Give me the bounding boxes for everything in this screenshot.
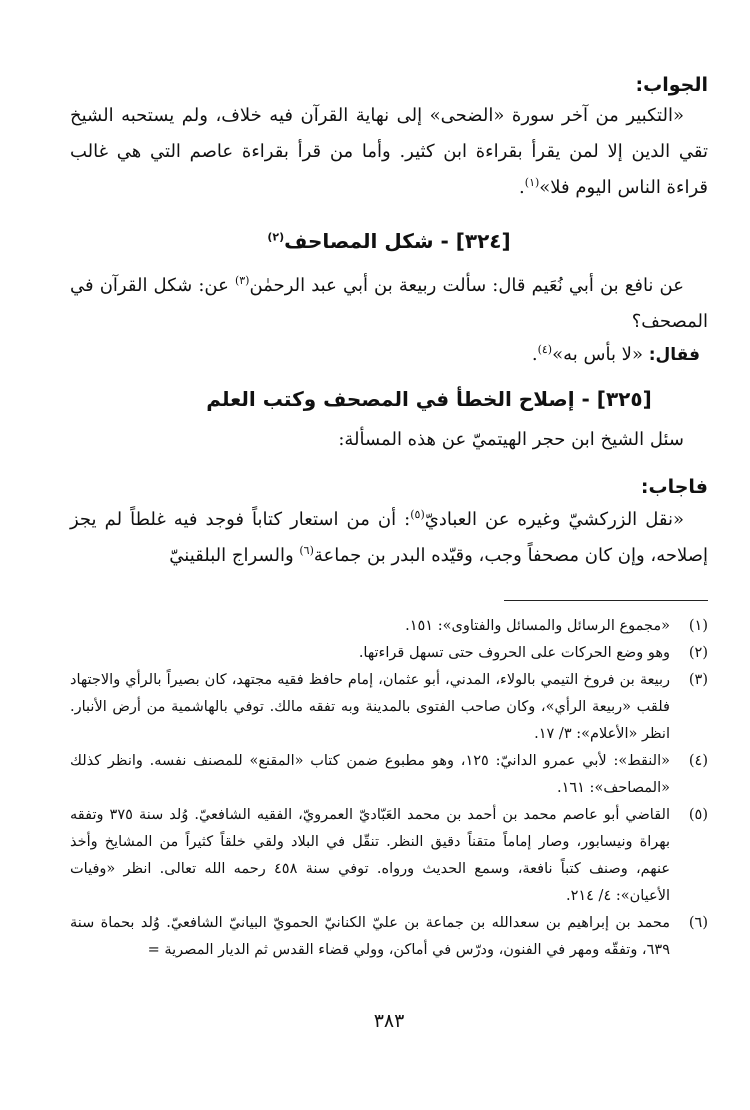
footnote-number: (٥) <box>688 807 708 823</box>
footnotes <box>70 613 708 964</box>
question-325: سئل الشيخ ابن حجر الهيتميّ عن هذه المسألة: <box>338 429 684 450</box>
footnote-ref-2[interactable]: (٢) <box>267 230 285 244</box>
section-heading-325: [٣٢٥] - إصلاح الخطأ في المصحف وكتب العلم <box>206 387 652 411</box>
footnote-text: «النقط»: لأبي عمرو الدانيّ: ١٢٥، وهو مطبوع ضمن كتاب «المقنع» للمصنف نفسه. وانظر كذلك «المصاحف»: ١٦١. <box>70 753 670 796</box>
footnote-text: القاضي أبو عاصم محمد بن أحمد بن محمد العَبّاديّ العمرويّ، الفقيه الشافعيّ. وُلد سنة ٣٧٥ وتفقه بهراة ونيسابور، وصار إماماً متقناً دقيق النظر. تنقّل في البلاد ولقي خلقاً كثيراً من المشايخ وأخذ عنهم، وصنف كتباً نافعة، وسمع الحديث ورواه. توفي سنة ٤٥٨ رحمه الله تعالى. انظر «وفيات الأعيان»: ٤/ ٢١٤. <box>70 807 670 904</box>
footnote-number: (٤) <box>688 753 708 769</box>
footnote-ref-5[interactable]: (٥) <box>410 508 425 521</box>
answer-label-325: فاجاب: <box>640 476 708 498</box>
reply-text-324: «لا بأس به» <box>552 344 649 365</box>
reply-end-324: . <box>531 344 538 365</box>
footnote-ref-6[interactable]: (٦) <box>299 544 314 557</box>
answer-label-323: الجواب: <box>635 74 708 96</box>
reply-line-324 <box>70 340 708 370</box>
footnote-text: محمد بن إبراهيم بن سعدالله بن جماعة بن عليّ الكنانيّ الحمويّ البيانيّ الشافعيّ. وُلد بحماة سنة ٦٣٩، وتفقّه ومهر في الفنون، ودرّس في أماكن، وولي قضاء القدس ثم الديار المصرية = <box>70 915 670 958</box>
narration-paragraph-324 <box>70 268 708 340</box>
footnote-1 <box>70 613 708 640</box>
footnote-6 <box>70 910 708 964</box>
answer-text-325b: : أن من استعار كتاباً فوجد فيه غلطاً لم يجز إصلاحه، وإن كان مصحفاً وجب، وقيّده البدر بن جماعة <box>70 509 708 566</box>
answer-text-325c: والسراج البلقينيّ <box>169 545 300 566</box>
footnote-ref-4[interactable]: (٤) <box>537 343 553 356</box>
footnote-text: «مجموع الرسائل والمسائل والفتاوى»: ١٥١. <box>405 618 670 634</box>
answer-end-323: . <box>519 177 525 198</box>
answer-paragraph-325 <box>70 502 708 574</box>
footnote-5 <box>70 802 708 910</box>
narration-text-324b: عن: شكل القرآن في المصحف؟ <box>70 275 708 332</box>
footnote-number: (١) <box>688 618 708 634</box>
reply-label-324: فقال: <box>648 345 700 365</box>
page-number: ٣٨٣ <box>373 1010 405 1032</box>
narration-text-324a: عن نافع بن أبي نُعَيم قال: سألت ربيعة بن أبي عبد الرحمٰن <box>249 275 684 296</box>
footnote-text: ربيعة بن فروخ التيمي بالولاء، المدني، أبو عثمان، إمام حافظ فقيه مجتهد، كان بصيراً بالرأي والاجتهاد فلقب «ربيعة الرأي»، وكان صاحب الفتوى بالمدينة وبه تفقه مالك. توفي بالهاشمية من أرض الأنبار. انظر «الأعلام»: ٣/ ١٧. <box>70 672 670 742</box>
footnote-text: وهو وضع الحركات على الحروف حتى تسهل قراءتها. <box>358 645 670 661</box>
footnote-number: (٦) <box>688 915 708 931</box>
footnote-3 <box>70 667 708 748</box>
footnote-ref-3[interactable]: (٣) <box>234 274 250 287</box>
section-title-324: [٣٢٤] - شكل المصاحف <box>284 229 511 253</box>
footnote-2 <box>70 640 708 667</box>
page <box>70 70 708 1110</box>
answer-text-323: «التكبير من آخر سورة «الضحى» إلى نهاية القرآن فيه خلاف، ولم يستحبه الشيخ تقي الدين إلا لمن يقرأ بقراءة ابن كثير. وأما من قرأ بقراءة عاصم التي هي غالب قراءة الناس اليوم فلا» <box>70 105 708 198</box>
section-heading-324 <box>70 226 708 256</box>
footnote-ref-1[interactable]: (١) <box>524 176 540 189</box>
footnote-number: (٢) <box>688 645 708 661</box>
footnote-4 <box>70 748 708 802</box>
answer-text-325a: «نقل الزركشيّ وغيره عن العباديّ <box>424 509 684 530</box>
footnote-divider <box>504 600 708 601</box>
footnote-number: (٣) <box>688 672 708 688</box>
answer-paragraph-323 <box>70 98 708 206</box>
